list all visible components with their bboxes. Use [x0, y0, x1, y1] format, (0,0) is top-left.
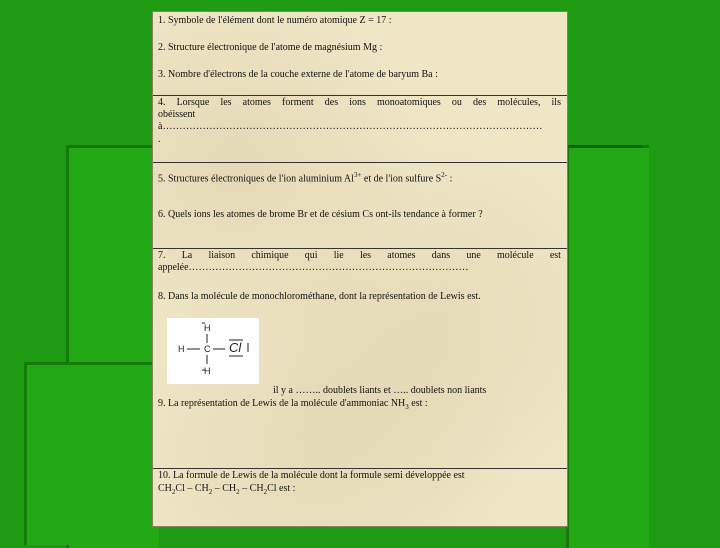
question-4-answer-dots: à…………………………………………………………………………………………………… — [158, 121, 543, 132]
divider — [153, 248, 567, 249]
divider — [153, 162, 567, 163]
divider — [153, 468, 567, 469]
question-7-line-1: 7. La liaison chimique qui lie les atomes dans une molécule est — [158, 250, 561, 261]
question-4-line-1: 4. Lorsque les atomes forment des ions monoatomiques ou des molécules, ils — [158, 97, 561, 108]
background-panel-right — [566, 145, 649, 548]
lewis-atom-h-left: H — [178, 344, 185, 354]
lewis-atom-h-bottom: H — [204, 366, 211, 376]
question-1: 1. Symbole de l'élément dont le numéro atomique Z = 17 : — [158, 15, 392, 26]
background-line — [566, 145, 642, 148]
question-3: 3. Nombre d'électrons de la couche externe de l'atome de baryum Ba : — [158, 69, 438, 80]
lewis-atom-h-top: H — [204, 323, 211, 333]
question-8-caption: il y a …….. doublets liants et ….. doublets non liants — [273, 385, 487, 396]
question-2: 2. Structure électronique de l'atome de magnésium Mg : — [158, 42, 383, 53]
question-4-line-2: obéissent — [158, 109, 196, 120]
question-10-line-1: 10. La formule de Lewis de la molécule dont la formule semi développée est — [158, 470, 465, 481]
background-panel-lower-left — [24, 362, 159, 545]
question-5: 5. Structures électroniques de l'ion aluminium $Al^{3+}$ et de l'ion sulfure $S^{2-}$ : — [158, 171, 453, 185]
worksheet — [152, 11, 568, 527]
question-8: 8. Dans la molécule de monochlorométhane, dont la représentation de Lewis est. — [158, 291, 481, 302]
question-10-formula: $CH_2Cl - CH_2 - CH_2 - CH_2Cl$ est : — [158, 483, 296, 496]
divider — [153, 95, 567, 96]
question-4-line-4: . — [158, 134, 161, 145]
question-9: 9. La représentation de Lewis de la molécule d'ammoniac $NH_3$ est : — [158, 398, 428, 411]
lewis-structure-chloromethane — [167, 318, 259, 384]
question-7-line-2: appelée………………………………………………………………………… — [158, 262, 469, 273]
lewis-atom-cl: Cl — [229, 340, 242, 355]
question-6: 6. Quels ions les atomes de brome Br et de césium Cs ont-ils tendance à former ? — [158, 209, 483, 220]
lewis-atom-c: C — [204, 344, 211, 354]
